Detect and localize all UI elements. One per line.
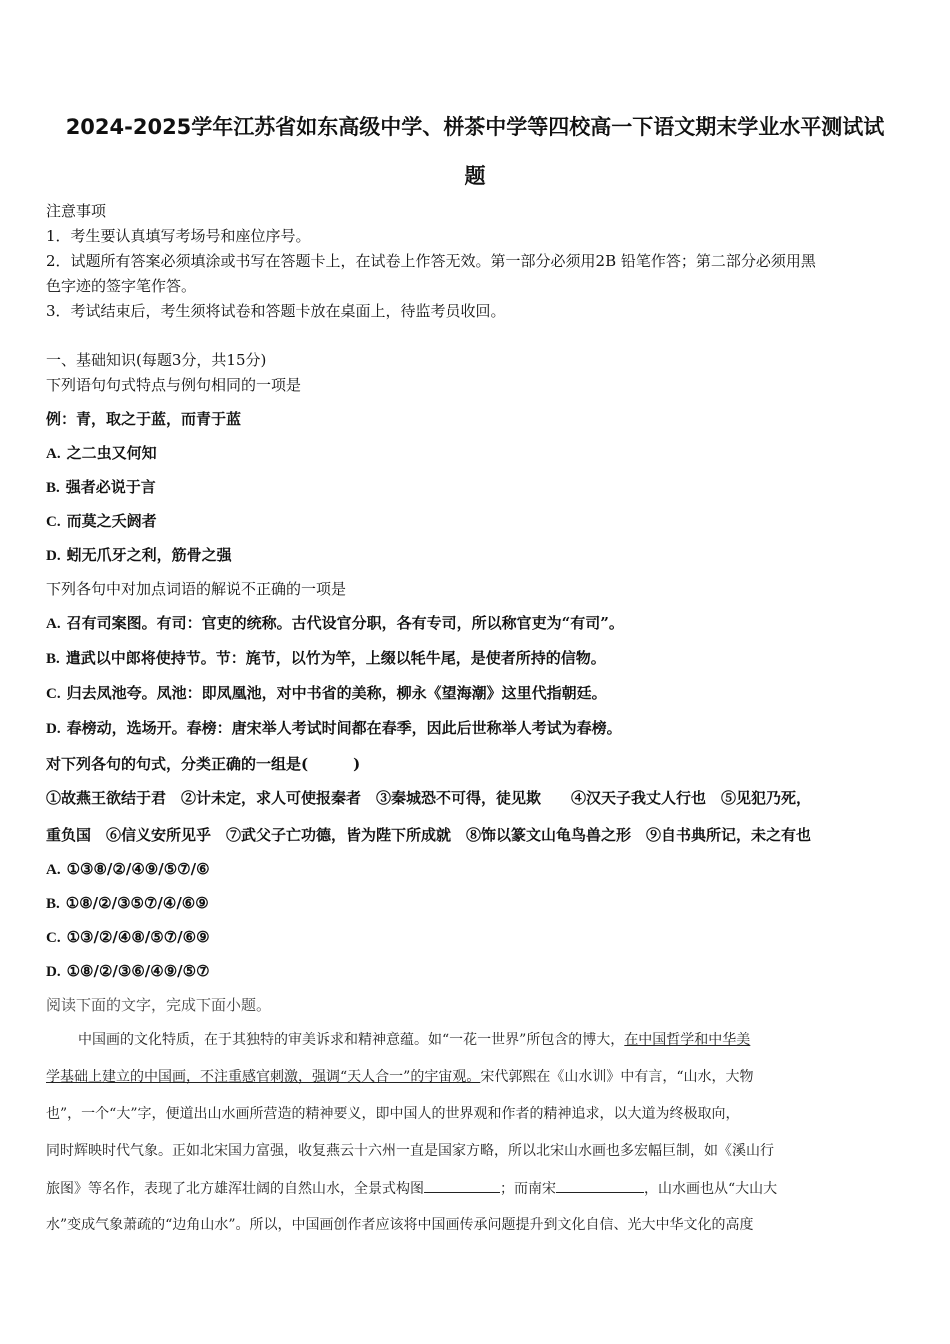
question-stem: 对下列各句的句式，分类正确的一组是( ) — [46, 755, 361, 773]
notice-item: 1．考生要认真填写考场号和座位序号。 — [46, 227, 311, 245]
passage-text: 宋代郭熙在《山水训》中有言，“山水，大物 — [480, 1069, 754, 1085]
option-a — [46, 443, 157, 464]
option-b — [46, 893, 209, 914]
reading-intro: 阅读下面的文字，完成下面小题。 — [46, 996, 272, 1014]
option-text: ①⑧/②/③⑥/④⑨/⑤⑦ — [66, 962, 210, 980]
option-d — [46, 545, 232, 566]
option-c — [46, 683, 607, 704]
fill-blank — [556, 1178, 644, 1193]
option-text: 归去凤池夸。凤池：即凤凰池，对中书省的美称，柳永《望海潮》这里代指朝廷。 — [66, 684, 607, 702]
option-text: ①③⑧/②/④⑨/⑤⑦/⑥ — [66, 860, 210, 878]
option-text: 召有司案图。有司：官吏的统称。古代设官分职，各有专司，所以称官吏为“有司”。 — [66, 614, 624, 632]
option-label: D. — [46, 964, 61, 980]
section-heading: 一、基础知识(每题3分，共15分) — [46, 351, 267, 369]
option-label: B. — [46, 480, 60, 496]
option-text: 而莫之夭阏者 — [66, 512, 157, 530]
option-label: D. — [46, 721, 61, 737]
question-stem: 下列语句句式特点与例句相同的一项是 — [46, 376, 302, 394]
option-a — [46, 859, 210, 880]
option-text: 蚓无爪牙之利，筋骨之强 — [66, 546, 232, 564]
option-c — [46, 927, 210, 948]
option-label: A. — [46, 862, 61, 878]
option-d — [46, 961, 210, 982]
option-text: ①③/②/④⑧/⑤⑦/⑥⑨ — [66, 928, 210, 946]
notice-item: 2．试题所有答案必须填涂或书写在答题卡上，在试卷上作答无效。第一部分必须用2B 铅笔作答；第二部分必须用黑 — [46, 252, 816, 270]
option-label: A. — [46, 446, 61, 462]
passage-line — [78, 1030, 750, 1050]
notice-heading: 注意事项 — [46, 202, 107, 220]
option-text: 遣武以中郎将使持节。节：旄节，以竹为竿，上缀以牦牛尾，是使者所持的信物。 — [65, 649, 606, 667]
page-title-continued: 题 — [464, 164, 486, 188]
fill-blank — [424, 1178, 500, 1193]
notice-item: 3．考试结束后，考生须将试卷和答题卡放在桌面上，待监考员收回。 — [46, 302, 506, 320]
option-text: 春榜动，选场开。春榜：唐宋举人考试时间都在春季，因此后世称举人考试为春榜。 — [66, 719, 622, 737]
option-label: B. — [46, 896, 60, 912]
question-sentences: ①故燕王欲结于君 ②计未定，求人可使报秦者 ③秦城恐不可得，徒见欺 ④汉天子我丈人行也 ⑤见犯乃死， — [46, 789, 812, 807]
passage-line — [46, 1067, 753, 1087]
passage-text: ，山水画也从“大山大 — [644, 1181, 778, 1197]
option-label: B. — [46, 651, 60, 667]
option-text: 之二虫又何知 — [66, 444, 157, 462]
option-label: D. — [46, 548, 61, 564]
option-a — [46, 613, 624, 634]
passage-text: 中国画的文化特质，在于其独特的审美诉求和精神意蕴。如“一花一世界”所包含的博大， — [78, 1032, 625, 1048]
option-b — [46, 477, 156, 498]
option-d — [46, 718, 622, 739]
question-example: 例：青，取之于蓝，而青于蓝 — [46, 410, 242, 428]
passage-line — [46, 1178, 777, 1199]
option-text: ①⑧/②/③⑤⑦/④/⑥⑨ — [65, 894, 209, 912]
question-stem: 下列各句中对加点词语的解说不正确的一项是 — [46, 580, 347, 598]
question-sentences: 重负国 ⑥信义安所见乎 ⑦武父子亡功德，皆为陛下所成就 ⑧饰以篆文山龟鸟兽之形 ⑨自书典所记，未之有也 — [46, 826, 812, 844]
passage-line: 同时辉映时代气象。正如北宋国力富强，收复燕云十六州一直是国家方略，所以北宋山水画也多宏幅巨制，如《溪山行 — [46, 1143, 774, 1159]
passage-text: 旅图》等名作，表现了北方雄浑壮阔的自然山水，全景式构图 — [46, 1181, 424, 1197]
option-label: C. — [46, 514, 61, 530]
option-b — [46, 648, 606, 669]
option-label: A. — [46, 616, 61, 632]
page-title: 2024-2025学年江苏省如东高级中学、栟茶中学等四校高一下语文期末学业水平测试试 — [65, 115, 885, 139]
underlined-text: 在中国哲学和中华美 — [624, 1032, 751, 1048]
passage-line: 也”，一个“大”字，便道出山水画所营造的精神要义，即中国人的世界观和作者的精神追求，以大道为终极取向， — [46, 1106, 740, 1122]
notice-item: 色字迹的签字笔作答。 — [46, 277, 197, 295]
option-label: C. — [46, 686, 61, 702]
underlined-text: 学基础上建立的中国画，不注重感官刺激，强调“天人合一”的宇宙观。 — [46, 1069, 481, 1085]
passage-text: ；而南宋 — [500, 1181, 556, 1197]
option-text: 强者必说于言 — [65, 478, 156, 496]
option-c — [46, 511, 157, 532]
passage-line: 水”变成气象萧疏的“边角山水”。所以，中国画创作者应该将中国画传承问题提升到文化自信、光大中华文化的高度 — [46, 1217, 754, 1233]
option-label: C. — [46, 930, 61, 946]
